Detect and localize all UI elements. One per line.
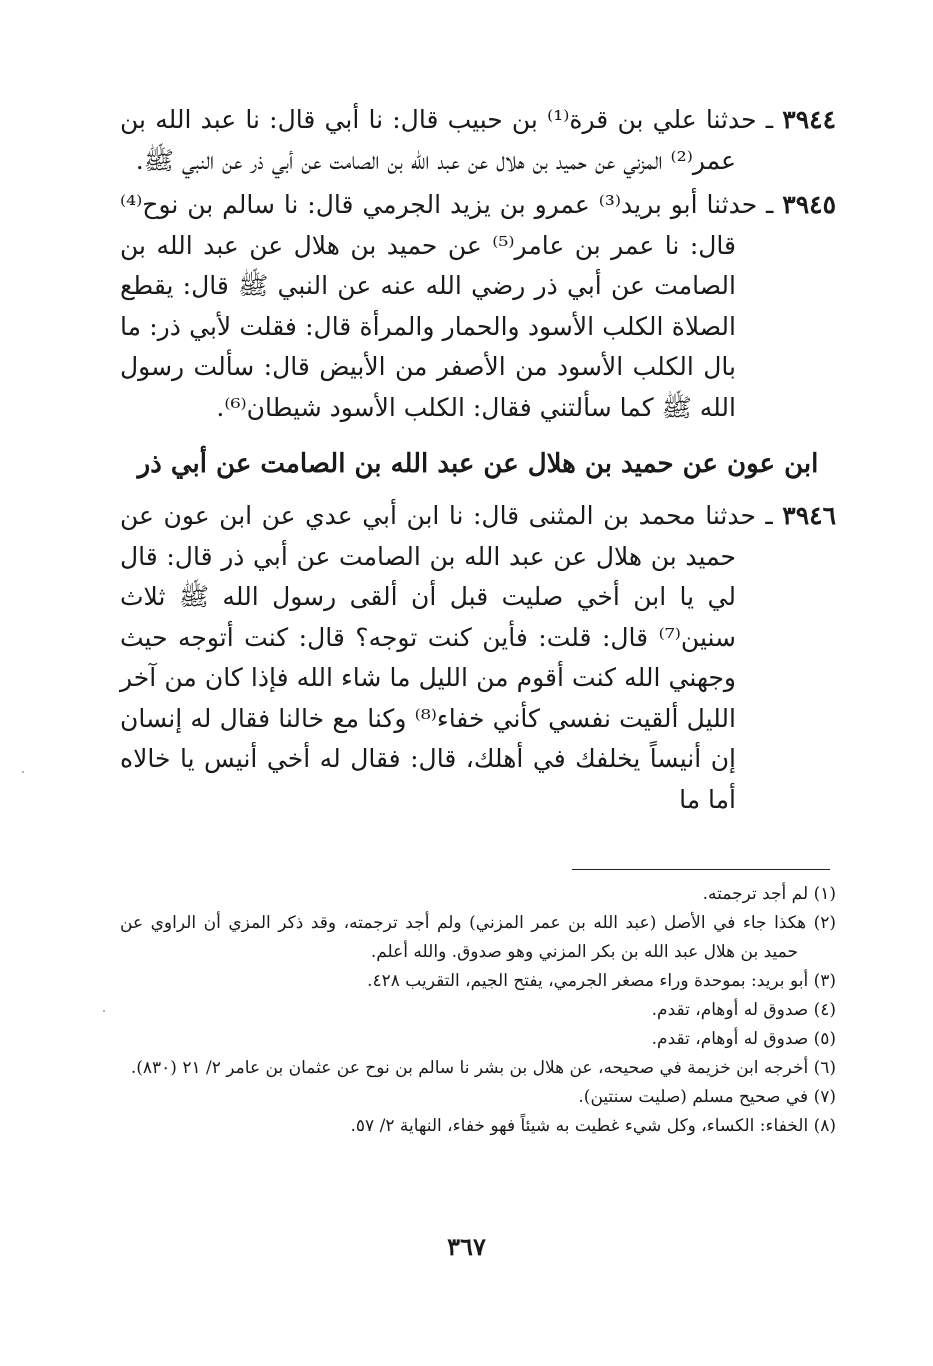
footnote: (٢) هكذا جاء في الأصل (عبد الله بن عمر المزني) ولم أجد ترجمته، وقد ذكر المزي أن الراوي عن حميد بن هلال عبد الله بن بكر المزني وهو صدوق. والله أعلم.	[120, 913, 836, 962]
page-body	[120, 100, 836, 824]
hadith-3945: ٣٩٤٥ ـ حدثنا أبو بريد⁽³⁾ عمرو بن يزيد الجرمي قال: نا سالم بن نوح⁽⁴⁾ قال: نا عمر بن عامر⁽⁵⁾ عن حميد بن هلال عن عبد الله بن الصامت عن أبي ذر رضي الله عنه عن النبي ﷺ قال: يقطع الصلاة الكلب الأسود والحمار والمرأة قال: فقلت لأبي ذر: ما بال الكلب الأسود من الأصفر من الأبيض قال: سألت رسول الله ﷺ كما سألتني فقال: الكلب الأسود شيطان⁽⁶⁾.	[120, 190, 836, 422]
hadith-text: حدثنا أبو بريد⁽³⁾ عمرو بن يزيد الجرمي قال: نا سالم بن نوح⁽⁴⁾ قال: نا عمر بن عامر⁽⁵⁾ عن حميد بن هلال عن عبد الله بن الصامت عن أبي ذر رضي الله عنه عن النبي ﷺ قال: يقطع الصلاة الكلب الأسود والحمار والمرأة قال: فقلت لأبي ذر: ما بال الكلب الأسود من الأصفر من الأبيض قال: سألت رسول الله ﷺ كما سألتني فقال: الكلب الأسود شيطان⁽⁶⁾.	[120, 190, 758, 422]
hadith-3944: ٣٩٤٤ ـ حدثنا علي بن قرة⁽¹⁾ بن حبيب قال: نا أبي قال: نا عبد الله بن عمر⁽²⁾ المزني عن حميد بن هلال عن عبد الله بن الصامت عن أبي ذر عن النبي ﷺ.	[120, 105, 837, 175]
footnote: (٧) في صحيح مسلم (صليت سنتين).	[578, 1087, 836, 1107]
footnote: (٨) الخفاء: الكساء، وكل شيء غطيت به شيئاً فهو خفاء، النهاية ٢/ ٥٧.	[350, 1116, 836, 1136]
footnote-divider	[572, 869, 830, 870]
hadith-3946: ٣٩٤٦ ـ حدثنا محمد بن المثنى قال: نا ابن أبي عدي عن ابن عون عن حميد بن هلال عن عبد الله بن الصامت عن أبي ذر قال: قال لي يا ابن أخي صليت قبل أن ألقى رسول الله ﷺ ثلاث سنين⁽⁷⁾ قال: قلت: فأين كنت توجه؟ قال: كنت أتوجه حيث وجهني الله كنت أقوم من الليل ما شاء الله فإذا كان من آخر الليل ألقيت نفسي كأني خفاء⁽⁸⁾ وكنا مع خالنا فقال له إنسان إن أنيساً يخلفك في أهلك، قال: فقال له أخي أنيس يا خالاه أما ما	[120, 501, 836, 814]
hadith-number: ٣٩٤٥	[782, 190, 836, 219]
page-number: ٣٦٧	[447, 1232, 486, 1261]
footnotes	[120, 880, 836, 1141]
hadith-number: ٣٩٤٦	[782, 501, 836, 530]
scan-speck	[22, 771, 24, 773]
footnote: (١) لم أجد ترجمته.	[702, 884, 836, 904]
footnote: (٤) صدوق له أوهام، تقدم.	[651, 1000, 836, 1020]
hadith-number: ٣٩٤٤	[782, 105, 837, 134]
hadith-text: حدثنا علي بن قرة⁽¹⁾ بن حبيب قال: نا أبي قال: نا عبد الله بن عمر⁽²⁾ المزني عن حميد بن هلال عن عبد الله بن الصامت عن أبي ذر عن النبي ﷺ.	[120, 105, 757, 175]
section-heading: ابن عون عن حميد بن هلال عن عبد الله بن الصامت عن أبي ذر	[137, 449, 819, 479]
footnote: (٦) أخرجه ابن خزيمة في صحيحه، عن هلال بن بشر نا سالم بن نوح عن عثمان بن عامر ٢/ ٢١ (٨٣٠).	[130, 1058, 836, 1078]
footnote: (٣) أبو بريد: بموحدة وراء مصغر الجرمي، يفتح الجيم، التقريب ٤٢٨.	[367, 971, 836, 991]
hadith-text: حدثنا محمد بن المثنى قال: نا ابن أبي عدي عن ابن عون عن حميد بن هلال عن عبد الله بن الصامت عن أبي ذر قال: قال لي يا ابن أخي صليت قبل أن ألقى رسول الله ﷺ ثلاث سنين⁽⁷⁾ قال: قلت: فأين كنت توجه؟ قال: كنت أتوجه حيث وجهني الله كنت أقوم من الليل ما شاء الله فإذا كان من آخر الليل ألقيت نفسي كأني خفاء⁽⁸⁾ وكنا مع خالنا فقال له إنسان إن أنيساً يخلفك في أهلك، قال: فقال له أخي أنيس يا خالاه أما ما	[120, 501, 756, 814]
scan-speck	[103, 1010, 105, 1012]
footnote: (٥) صدوق له أوهام، تقدم.	[651, 1029, 836, 1049]
